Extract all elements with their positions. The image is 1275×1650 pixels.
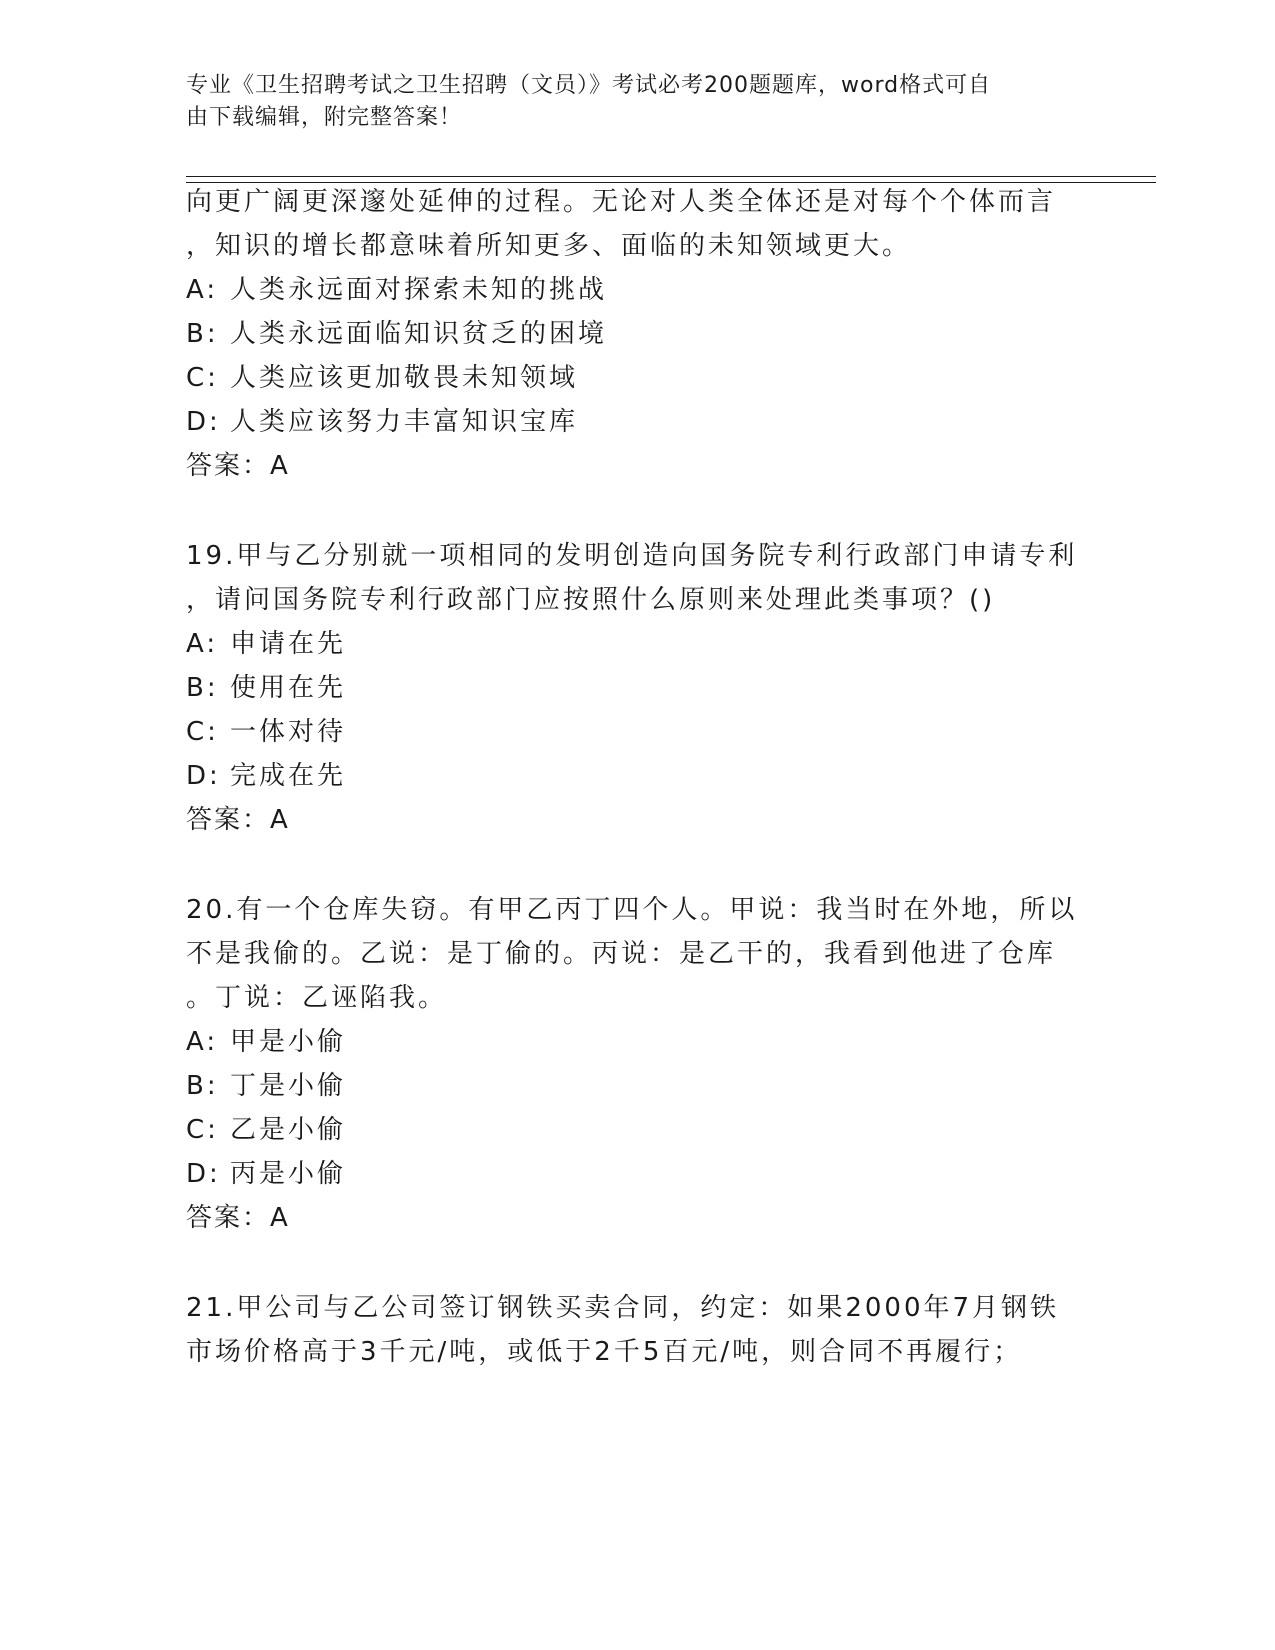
option-key: C: <box>186 717 219 747</box>
option-text: 使用在先 <box>230 673 347 703</box>
question-19-option-d <box>186 756 346 796</box>
question-20-line-1: 20.有一个仓库失窃。有甲乙丙丁四个人。甲说：我当时在外地，所以 <box>186 895 1078 925</box>
option-text: 完成在先 <box>230 761 347 791</box>
question-19-option-a <box>186 624 346 664</box>
header-line-1: 专业《卫生招聘考试之卫生招聘（文员）》考试必考200题题库，word格式可自 <box>186 73 992 98</box>
header-divider-top <box>186 176 1156 177</box>
option-key: B: <box>186 1071 219 1101</box>
question-18-option-b <box>186 314 607 354</box>
option-text: 申请在先 <box>230 629 347 659</box>
option-key: D: <box>186 1159 221 1189</box>
option-key: A: <box>186 629 219 659</box>
option-text: 乙是小偷 <box>230 1115 347 1145</box>
question-18-line-2: ，知识的增长都意味着所知更多、面临的未知领域更大。 <box>186 231 912 261</box>
option-text: 人类应该更加敬畏未知领域 <box>230 363 579 393</box>
question-18-line-1: 向更广阔更深邃处延伸的过程。无论对人类全体还是对每个个体而言 <box>186 187 1057 217</box>
question-20-option-d <box>186 1154 346 1194</box>
option-text: 甲是小偷 <box>230 1027 347 1057</box>
document-header <box>186 70 1066 134</box>
question-20-answer: 答案：A <box>186 1203 290 1233</box>
question-18-option-c <box>186 358 578 398</box>
question-20-line-2: 不是我偷的。乙说：是丁偷的。丙说：是乙干的，我看到他进了仓库 <box>186 939 1057 969</box>
question-19-option-c <box>186 712 346 752</box>
option-key: A: <box>186 275 219 305</box>
question-20-line-3: 。丁说：乙诬陷我。 <box>186 983 448 1013</box>
option-text: 人类永远面临知识贫乏的困境 <box>230 319 608 349</box>
option-text: 丙是小偷 <box>230 1159 347 1189</box>
question-20-option-c <box>186 1110 346 1150</box>
question-21-line-2: 市场价格高于3千元/吨，或低于2千5百元/吨，则合同不再履行； <box>186 1337 1023 1367</box>
question-20-option-a <box>186 1022 346 1062</box>
option-text: 丁是小偷 <box>230 1071 347 1101</box>
header-line-2: 由下载编辑，附完整答案！ <box>186 105 463 130</box>
question-18-option-a <box>186 270 607 310</box>
option-key: A: <box>186 1027 219 1057</box>
option-key: B: <box>186 319 219 349</box>
option-key: B: <box>186 673 219 703</box>
question-21-line-1: 21.甲公司与乙公司签订钢铁买卖合同，约定：如果2000年7月钢铁 <box>186 1293 1060 1323</box>
option-text: 人类应该努力丰富知识宝库 <box>230 407 579 437</box>
question-18-option-d <box>186 402 578 442</box>
question-19-option-b <box>186 668 346 708</box>
question-19-answer: 答案：A <box>186 805 290 835</box>
option-key: C: <box>186 363 219 393</box>
question-19-line-2: ，请问国务院专利行政部门应按照什么原则来处理此类事项？() <box>186 585 996 615</box>
option-key: C: <box>186 1115 219 1145</box>
question-19-line-1: 19.甲与乙分别就一项相同的发明创造向国务院专利行政部门申请专利 <box>186 541 1078 571</box>
question-18-answer: 答案：A <box>186 451 290 481</box>
option-key: D: <box>186 407 221 437</box>
option-text: 人类永远面对探索未知的挑战 <box>230 275 608 305</box>
option-key: D: <box>186 761 221 791</box>
option-text: 一体对待 <box>230 717 347 747</box>
question-20-option-b <box>186 1066 346 1106</box>
